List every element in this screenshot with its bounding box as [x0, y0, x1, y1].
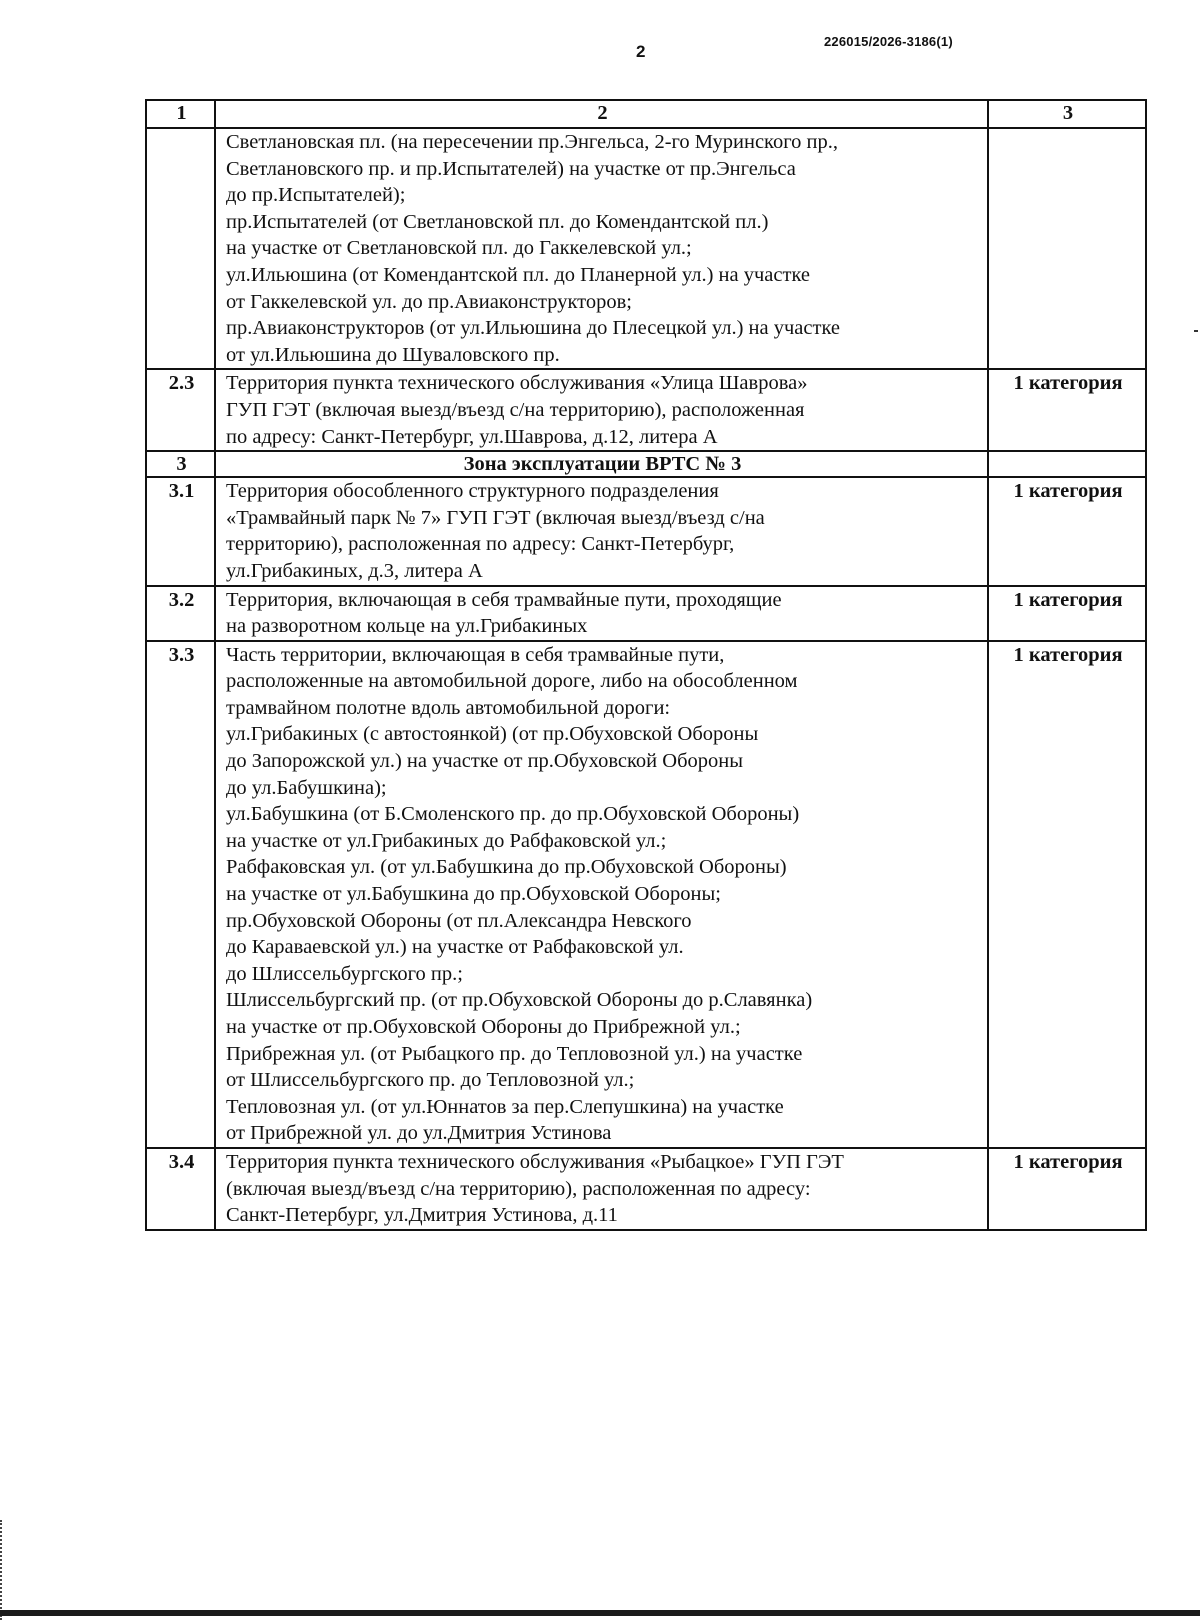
description-line: на участке от ул.Бабушкина до пр.Обуховской Обороны;: [226, 883, 721, 906]
territory-description: [215, 128, 988, 369]
category-label: 1 категория: [988, 477, 1146, 585]
description-line: на участке от Светлановской пл. до Гаккелевской ул.;: [226, 237, 692, 260]
territory-description: [215, 477, 988, 585]
description-line: на участке от пр.Обуховской Обороны до Прибрежной ул.;: [226, 1016, 741, 1038]
category-label: 1 категория: [988, 369, 1146, 451]
category-label: 1 категория: [988, 641, 1146, 1148]
territory-description: [215, 641, 988, 1148]
description-line: по адресу: Санкт-Петербург, ул.Шаврова, д.12, литера А: [226, 425, 718, 448]
column-header-2: 2: [215, 100, 988, 128]
row-number: 3.3: [146, 641, 215, 1148]
description-line: Шлиссельбургский пр. (от пр.Обуховской Обороны до р.Славянка): [226, 989, 813, 1012]
column-header-3: 3: [988, 100, 1146, 128]
description-line: до ул.Бабушкина);: [226, 776, 387, 799]
territory-description: [215, 586, 988, 641]
row-number: [146, 128, 215, 369]
table-row: [146, 369, 1146, 451]
scan-artifact-mark: [1194, 330, 1198, 332]
description-line: пр.Испытателей (от Светлановской пл. до Комендантской пл.): [226, 210, 769, 233]
zones-table: [145, 99, 1147, 1231]
document-registration-number: 226015/2026-3186(1): [824, 34, 953, 49]
table-row: [146, 641, 1146, 1148]
description-line: Территория пункта технического обслуживания «Рыбацкое» ГУП ГЭТ: [226, 1150, 844, 1173]
table-row: [146, 477, 1146, 585]
description-line: расположенные на автомобильной дороге, либо на обособленном: [226, 670, 798, 693]
table-row: [146, 128, 1146, 369]
empty-category-cell: [988, 451, 1146, 477]
row-number: 3.4: [146, 1148, 215, 1230]
row-number: 3: [146, 451, 215, 477]
description-line: ул.Бабушкина (от Б.Смоленского пр. до пр.Обуховской Обороны): [226, 803, 800, 826]
description-line: от Шлиссельбургского пр. до Тепловозной ул.;: [226, 1069, 635, 1092]
column-header-1: 1: [146, 100, 215, 128]
description-line: «Трамвайный парк № 7» ГУП ГЭТ (включая выезд/въезд с/на: [226, 506, 765, 529]
table-row: [146, 1148, 1146, 1230]
description-line: до Запорожской ул.) на участке от пр.Обуховской Обороны: [226, 750, 743, 773]
zone-title: Зона эксплуатации ВРТС № 3: [215, 451, 988, 477]
row-number: 2.3: [146, 369, 215, 451]
scan-artifact-bottom-edge: [0, 1610, 1200, 1616]
description-line: Рабфаковская ул. (от ул.Бабушкина до пр.Обуховской Обороны): [226, 856, 787, 879]
description-line: от Гаккелевской ул. до пр.Авиаконструкторов;: [226, 290, 632, 313]
description-line: Часть территории, включающая в себя трамвайные пути,: [226, 643, 725, 666]
table-row: [146, 586, 1146, 641]
territory-description: [215, 369, 988, 451]
page-number: 2: [636, 42, 646, 61]
table-header-row: [146, 100, 1146, 128]
description-line: Прибрежная ул. (от Рыбацкого пр. до Тепловозной ул.) на участке: [226, 1042, 803, 1065]
description-line: ул.Грибакиных (с автостоянкой) (от пр.Обуховской Обороны: [226, 723, 759, 746]
description-line: Тепловозная ул. (от ул.Юннатов за пер.Слепушкина) на участке: [226, 1095, 784, 1118]
description-line: до Караваевской ул.) на участке от Рабфаковской ул.: [226, 936, 684, 959]
category-label: [988, 128, 1146, 369]
description-line: трамвайном полотне вдоль автомобильной дороги:: [226, 696, 671, 719]
scan-artifact-left-edge: [0, 1520, 5, 1620]
territory-description: [215, 1148, 988, 1230]
description-line: территорию), расположенная по адресу: Санкт-Петербург,: [226, 533, 735, 556]
description-line: Санкт-Петербург, ул.Дмитрия Устинова, д.11: [226, 1204, 618, 1227]
row-number: 3.1: [146, 477, 215, 585]
description-line: Территория обособленного структурного подразделения: [226, 480, 719, 503]
row-number: 3.2: [146, 586, 215, 641]
description-line: на участке от ул.Грибакиных до Рабфаковской ул.;: [226, 829, 667, 852]
description-line: до пр.Испытателей);: [226, 184, 406, 207]
description-line: Светлановская пл. (на пересечении пр.Энгельса, 2-го Муринского пр.,: [226, 131, 838, 153]
description-line: пр.Авиаконструкторов (от ул.Ильюшина до Плесецкой ул.) на участке: [226, 317, 840, 340]
description-line: пр.Обуховской Обороны (от пл.Александра Невского: [226, 909, 692, 932]
description-line: Территория, включающая в себя трамвайные пути, проходящие: [226, 588, 782, 611]
description-line: на разворотном кольце на ул.Грибакиных: [226, 615, 588, 638]
description-line: до Шлиссельбургского пр.;: [226, 962, 463, 985]
description-line: от ул.Ильюшина до Шуваловского пр.: [226, 343, 560, 366]
description-line: Территория пункта технического обслуживания «Улица Шаврова»: [226, 372, 808, 395]
zones-table-body: [146, 100, 1146, 1230]
description-line: Светлановского пр. и пр.Испытателей) на участке от пр.Энгельса: [226, 157, 796, 180]
zone-heading-row: [146, 451, 1146, 477]
description-line: (включая выезд/въезд с/на территорию), расположенная по адресу:: [226, 1177, 811, 1200]
description-line: ул.Ильюшина (от Комендантской пл. до Планерной ул.) на участке: [226, 263, 811, 286]
category-label: 1 категория: [988, 586, 1146, 641]
description-line: от Прибрежной ул. до ул.Дмитрия Устинова: [226, 1122, 612, 1145]
description-line: ул.Грибакиных, д.3, литера А: [226, 559, 483, 582]
category-label: 1 категория: [988, 1148, 1146, 1230]
description-line: ГУП ГЭТ (включая выезд/въезд с/на территорию), расположенная: [226, 398, 805, 421]
